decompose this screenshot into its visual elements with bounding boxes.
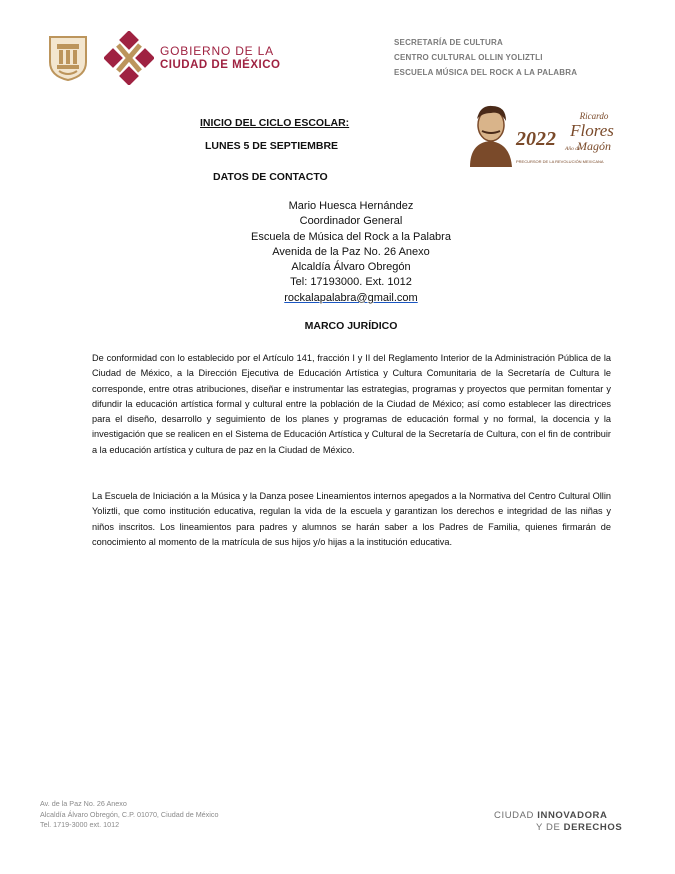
institution-block bbox=[394, 35, 577, 80]
heading-datos-contacto: DATOS DE CONTACTO bbox=[213, 171, 328, 183]
legal-paragraph-1: De conformidad con lo establecido por el Artículo 141, fracción I y II del Reglamento Interior de la Administración Pública de la Ciudad de México, a la Dirección Ejecutiva de Educación Artística y Cultura Comunitaria de la Secretaría de Cultura le corresponde, entre otras atribuciones, diseñar e instrumentar las estrategias, programas y proyectos que permitan fomentar y difundir la educación artística formal y cultural entre la población de la Ciudad de México; así como establecer las directrices para el diseño, desarrollo y seguimiento de los planes y programas de educación formal y no formal, la docencia y la investigación que se realicen en el Sistema de Educación Artística y Cultural de la Secretaría de Cultura, con el fin de contribuir a la educación artística y cultura de paz en la Ciudad de México. bbox=[92, 353, 611, 455]
emblem-ano-de: Año de bbox=[565, 146, 581, 152]
portrait-icon bbox=[470, 106, 512, 167]
gov-line2: CIUDAD DE MÉXICO bbox=[160, 59, 281, 71]
gobierno-cdmx-wordmark bbox=[160, 44, 280, 72]
footer-motto bbox=[494, 810, 622, 834]
institution-line-3: ESCUELA MÚSICA DEL ROCK A LA PALABRA bbox=[394, 68, 578, 77]
gov-line1: GOBIERNO DE LA bbox=[160, 44, 274, 58]
footer-address-line-3: Tel. 1719-3000 ext. 1012 bbox=[40, 820, 120, 829]
contact-street: Avenida de la Paz No. 26 Anexo bbox=[272, 245, 430, 258]
legal-paragraph-2: La Escuela de Iniciación a la Música y la Danza posee Lineamientos internos apegados a la Normativa del Centro Cultural Ollin Yoliztli, que como institución educativa, regulan la vida de la escuela y garantizan los derechos e integridad de las niñas y niños inscritos. Los lineamientos para padres y alumnos se harán saber a los Padres de Familia, quienes firmarán de conocimiento al momento de la matrícula de sus hijos y/o hijas a la institución educativa. bbox=[92, 491, 611, 547]
contact-name: Mario Huesca Hernández bbox=[288, 200, 414, 212]
institution-line-2: CENTRO CULTURAL OLLIN YOLIZTLI bbox=[394, 53, 543, 62]
contact-block bbox=[200, 199, 502, 306]
gobierno-cdmx-emblem bbox=[104, 31, 154, 85]
footer-address-line-1: Av. de la Paz No. 26 Anexo bbox=[40, 799, 127, 808]
ricardo-flores-magon-2022-emblem bbox=[466, 101, 616, 169]
contact-role: Coordinador General bbox=[299, 215, 403, 228]
institution-line-1: SECRETARÍA DE CULTURA bbox=[394, 38, 503, 47]
motto-derechos: DERECHOS bbox=[563, 822, 623, 833]
motto-innovadora: INNOVADORA bbox=[537, 810, 608, 821]
emblem-name-bottom: Magón bbox=[577, 139, 611, 153]
footer-address-line-2: Alcaldía Álvaro Obregón, C.P. 01070, Ciudad de México bbox=[40, 809, 219, 819]
motto-y-de: Y DE bbox=[536, 822, 564, 833]
emblem-caption: PRECURSOR DE LA REVOLUCIÓN MEXICANA bbox=[516, 159, 604, 164]
heading-fecha: LUNES 5 DE SEPTIEMBRE bbox=[205, 140, 339, 152]
contact-phone: Tel: 17193000. Ext. 1012 bbox=[290, 276, 412, 289]
motto-ciudad: CIUDAD bbox=[494, 810, 538, 821]
emblem-name-mid: Flores bbox=[570, 121, 614, 140]
emblem-name-top: Ricardo bbox=[579, 111, 609, 121]
heading-marco-juridico: MARCO JURÍDICO bbox=[304, 320, 398, 332]
emblem-year: 2022 bbox=[516, 128, 556, 150]
contact-borough: Alcaldía Álvaro Obregón bbox=[291, 261, 411, 274]
cdmx-shield-logo bbox=[47, 34, 89, 82]
heading-inicio-ciclo: INICIO DEL CICLO ESCOLAR: bbox=[200, 117, 350, 129]
contact-school: Escuela de Música del Rock a la Palabra bbox=[251, 230, 451, 243]
footer-address bbox=[40, 799, 218, 831]
contact-email-link[interactable]: rockalapalabra@gmail.com bbox=[284, 291, 418, 304]
